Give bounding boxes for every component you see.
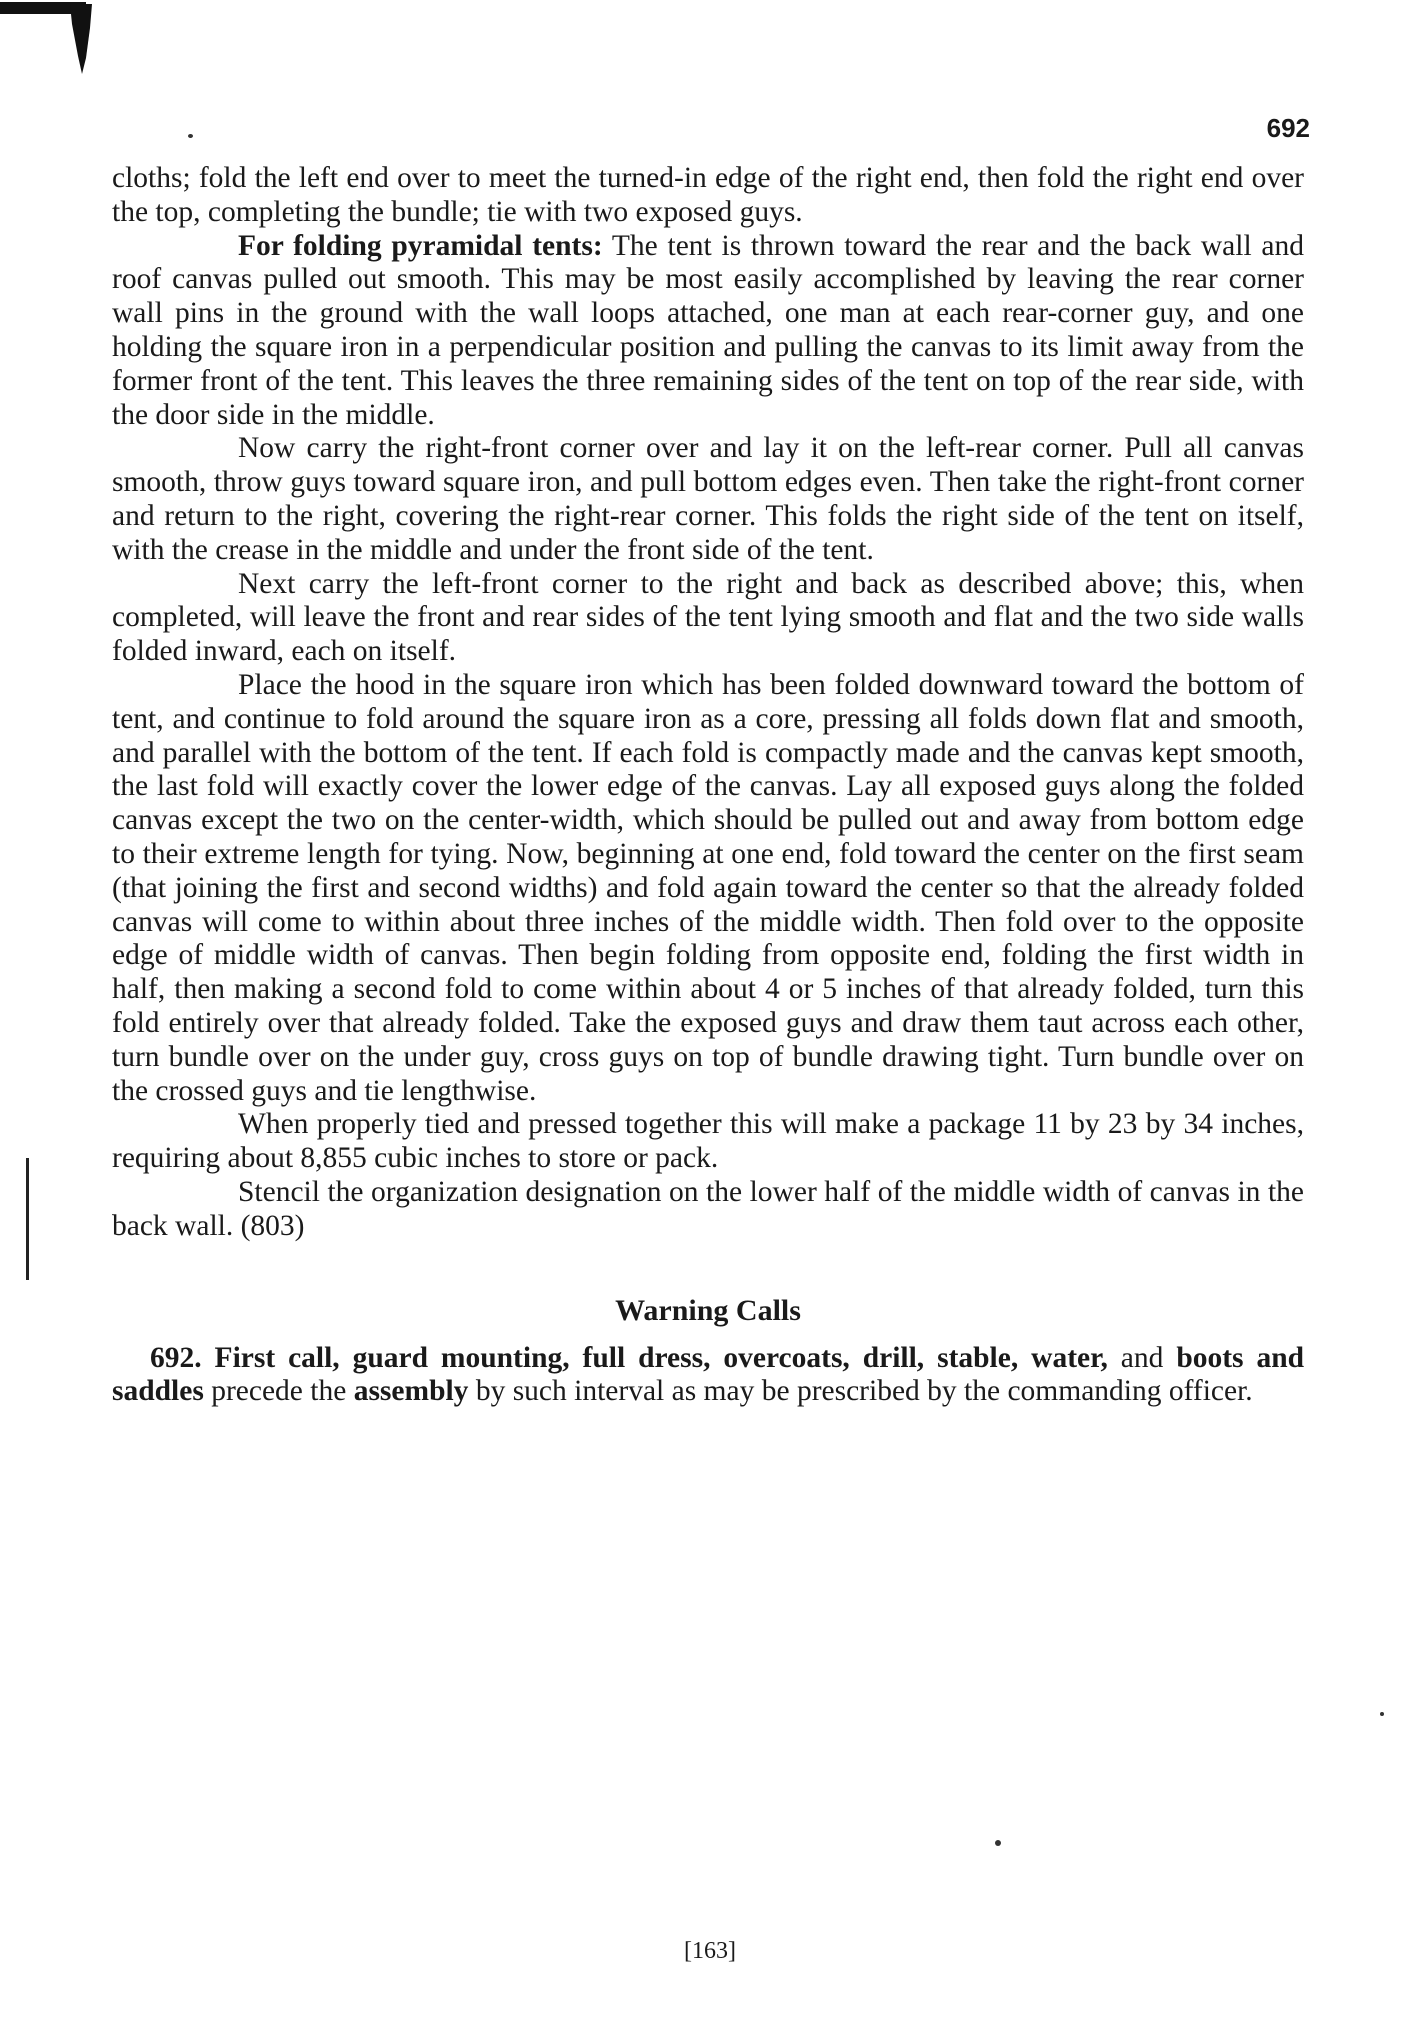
paragraph: Now carry the right-front corner over and lay it on the left-rear corner. Pull all canvas smooth, throw guys toward square iron, and pull bottom edges even. Then take the right-front corner and return to the right, covering the right-rear corner. This folds the right side of the tent on itself, with the crease in the middle and under the front side of the tent.	[112, 432, 1304, 566]
paragraph: Next carry the left-front corner to the right and back as described above; this, when completed, will leave the front and rear sides of the tent lying smooth and flat and the two side walls folded inward, each on itself.	[112, 567, 1304, 668]
section-heading: Warning Calls	[615, 1293, 801, 1327]
paragraph-continuation: cloths; fold the left end over to meet the turned-in edge of the right end, then fold the right end over the top, completing the bundle; tie with two exposed guys.	[112, 162, 1304, 228]
paragraph: When properly tied and pressed together this will make a package 11 by 23 by 34 inches, requiring about 8,855 cubic inches to store or pack.	[112, 1108, 1304, 1175]
paragraph-pyramidal-tents: For folding pyramidal tents: The tent is thrown toward the rear and the back wall and roof canvas pulled out smooth. This may be most easily accomplished by leaving the rear corner wall pins in the ground with the wall loops attached, one man at each rear-corner guy, and one holding the square iron in a perpendicular position and pulling the canvas to its limit away from the former front of the tent. This leaves the three remaining sides of the tent on top of the rear side, with the door side in the middle.	[112, 229, 1304, 431]
paragraph: Place the hood in the square iron which has been folded downward toward the bottom of tent, and continue to fold around the square iron as a core, pressing all folds down flat and smooth, and parallel with the bottom of the tent. If each fold is compactly made and the canvas kept smooth, the last fold will exactly cover the lower edge of the canvas. Lay all exposed guys along the folded canvas except the two on the center-width, which should be pulled out and away from bottom edge to their extreme length for tying. Now, beginning at one end, fold toward the center on the first seam (that joining the first and second widths) and fold again toward the center so that the already folded canvas will come to within about three inches of the middle width. Then fold over to the opposite edge of middle width of canvas. Then begin folding from opposite end, folding the first width in half, then making a second fold to come within about 4 or 5 inches of that already folded, turn this fold entirely over that already folded. Take the exposed guys and draw them taut across each other, turn bundle over on the under guy, cross guys on top of bundle drawing tight. Turn bundle over on the crossed guys and tie lengthwise.	[112, 668, 1304, 1107]
scan-speck	[995, 1840, 1001, 1846]
scan-speck	[188, 134, 193, 138]
paragraph: Stencil the organization designation on the lower half of the middle width of canvas in the back wall. (803)	[112, 1175, 1304, 1242]
scan-speck	[1380, 1712, 1384, 1716]
section-paragraph: 692. First call, guard mounting, full dress, overcoats, drill, stable, water, and boots and saddles precede the assembly by such interval as may be prescribed by the commanding officer.	[112, 1341, 1305, 1408]
section-number: 692.	[150, 1341, 202, 1374]
body-text	[112, 162, 1304, 1409]
page-number: 692	[1266, 113, 1310, 143]
page-folio: [163]	[684, 1938, 736, 1964]
paragraph-lead: For folding pyramidal tents:	[238, 229, 603, 262]
margin-bar	[26, 1158, 29, 1280]
corner-scan-mark	[0, 0, 110, 90]
